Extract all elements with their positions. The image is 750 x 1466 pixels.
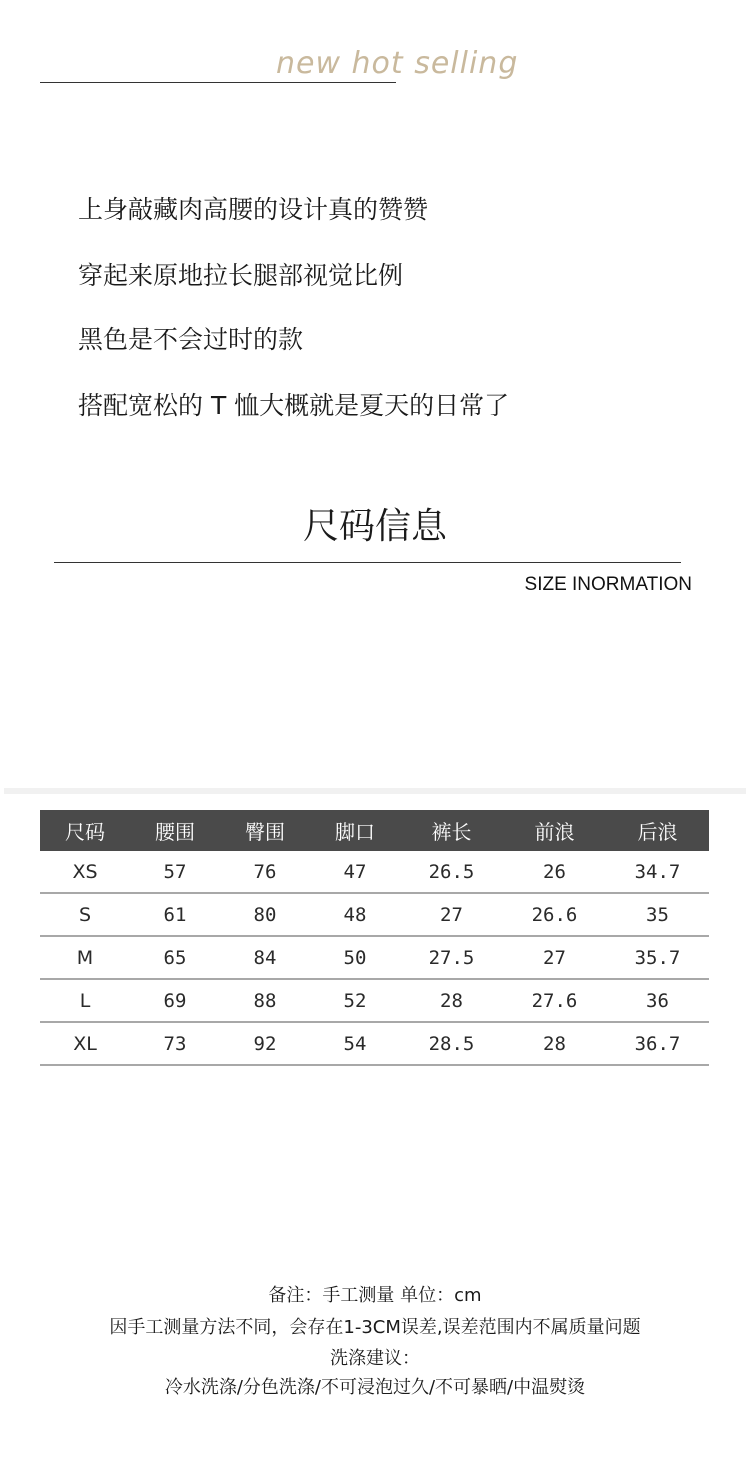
table-cell: 35 [606,893,709,936]
table-cell: 26 [503,851,606,893]
table-cell: 28.5 [400,1022,503,1065]
table-cell: 36 [606,979,709,1022]
size-table [40,810,709,1066]
table-cell: 26.5 [400,851,503,893]
table-cell: 65 [130,936,220,979]
note-washing-instructions: 冷水洗涤/分色洗涤/不可浸泡过久/不可暴晒/中温熨烫 [164,1377,586,1398]
table-cell: 80 [220,893,310,936]
header-cell-size: 尺码 [40,810,130,851]
header-cell-hip: 臀围 [220,810,310,851]
table-cell: 28 [503,1022,606,1065]
table-cell: S [40,893,130,936]
table-cell: 36.7 [606,1022,709,1065]
table-cell: M [40,936,130,979]
header-cell-front-rise: 前浪 [503,810,606,851]
table-header-row [40,810,709,851]
table-cell: 50 [310,936,400,979]
slogan-line-3: 黑色是不会过时的款 [78,325,304,354]
table-cell: 61 [130,893,220,936]
table-row [40,893,709,936]
header-cell-leg-opening: 脚口 [310,810,400,851]
size-section-divider [54,562,681,563]
header-cell-waist: 腰围 [130,810,220,851]
tagline: new hot selling [276,46,519,81]
table-cell: XL [40,1022,130,1065]
table-cell: 28 [400,979,503,1022]
slogan-line-2: 穿起来原地拉长腿部视觉比例 [78,261,404,290]
table-row [40,979,709,1022]
table-cell: 54 [310,1022,400,1065]
size-section-subtitle: SIZE INORMATION [524,574,692,595]
table-row [40,936,709,979]
table-row [40,1022,709,1065]
slogan-line-1: 上身敲藏肉高腰的设计真的赞赞 [78,195,429,224]
table-cell: 69 [130,979,220,1022]
table-cell: L [40,979,130,1022]
table-cell: 92 [220,1022,310,1065]
table-cell: 26.6 [503,893,606,936]
note-washing-title: 洗涤建议： [330,1348,420,1369]
table-cell: 52 [310,979,400,1022]
note-error-range: 因手工测量方法不同，会存在1-3CM误差,误差范围内不属质量问题 [109,1317,641,1338]
table-cell: 27 [400,893,503,936]
table-cell: 27.5 [400,936,503,979]
table-cell: 35.7 [606,936,709,979]
slogan-line-4: 搭配宽松的 T 恤大概就是夏天的日常了 [78,391,510,420]
table-cell: 48 [310,893,400,936]
table-cell: 76 [220,851,310,893]
header-divider [40,82,396,83]
section-band [4,788,746,794]
table-cell: XS [40,851,130,893]
table-cell: 88 [220,979,310,1022]
table-cell: 57 [130,851,220,893]
note-measurement: 备注：手工测量 单位：cm [268,1285,482,1306]
table-cell: 27.6 [503,979,606,1022]
header-cell-back-rise: 后浪 [606,810,709,851]
table-cell: 27 [503,936,606,979]
table-cell: 73 [130,1022,220,1065]
table-row [40,851,709,893]
size-section-title: 尺码信息 [302,506,447,547]
table-cell: 34.7 [606,851,709,893]
table-cell: 84 [220,936,310,979]
header-cell-length: 裤长 [400,810,503,851]
table-cell: 47 [310,851,400,893]
